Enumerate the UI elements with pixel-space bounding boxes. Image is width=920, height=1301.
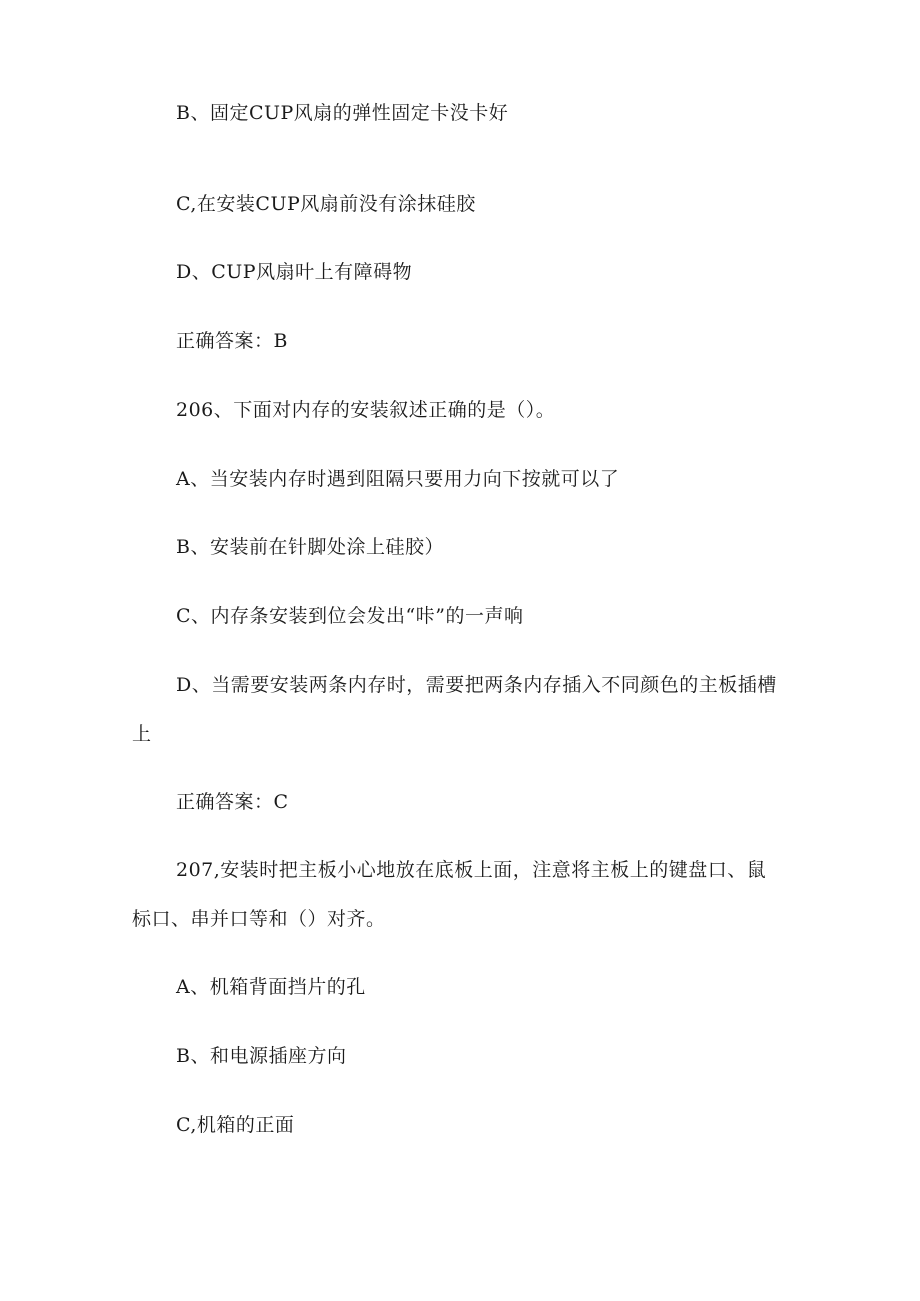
q207-option-a: A、机箱背面挡片的孔 — [176, 976, 366, 998]
q206-option-a: A、当安装内存时遇到阻隔只要用力向下按就可以了 — [176, 468, 620, 490]
q205-option-c: C,在安装CUP风扇前没有涂抹硅胶 — [176, 193, 476, 215]
q206-option-d: D、当需要安装两条内存时，需要把两条内存插入不同颜色的主板插槽上 — [132, 674, 777, 745]
q207-option-b: B、和电源插座方向 — [176, 1045, 347, 1067]
q205-answer: 正确答案：B — [176, 330, 288, 352]
q205-option-b: B、固定CUP风扇的弹性固定卡没卡好 — [176, 102, 509, 124]
q207-question: 207,安装时把主板小心地放在底板上面，注意将主板上的键盘口、鼠标口、串并口等和（）对齐。 — [132, 859, 767, 930]
q206-question: 206、下面对内存的安装叙述正确的是（）。 — [176, 399, 556, 421]
q205-option-d: D、CUP风扇叶上有障碍物 — [176, 261, 413, 283]
q206-answer: 正确答案：C — [176, 791, 289, 813]
q206-option-b: B、安装前在针脚处涂上硅胶） — [176, 536, 444, 558]
q207-option-c: C,机箱的正面 — [176, 1114, 295, 1136]
q206-option-c: C、内存条安装到位会发出“咔”的一声响 — [176, 605, 524, 627]
